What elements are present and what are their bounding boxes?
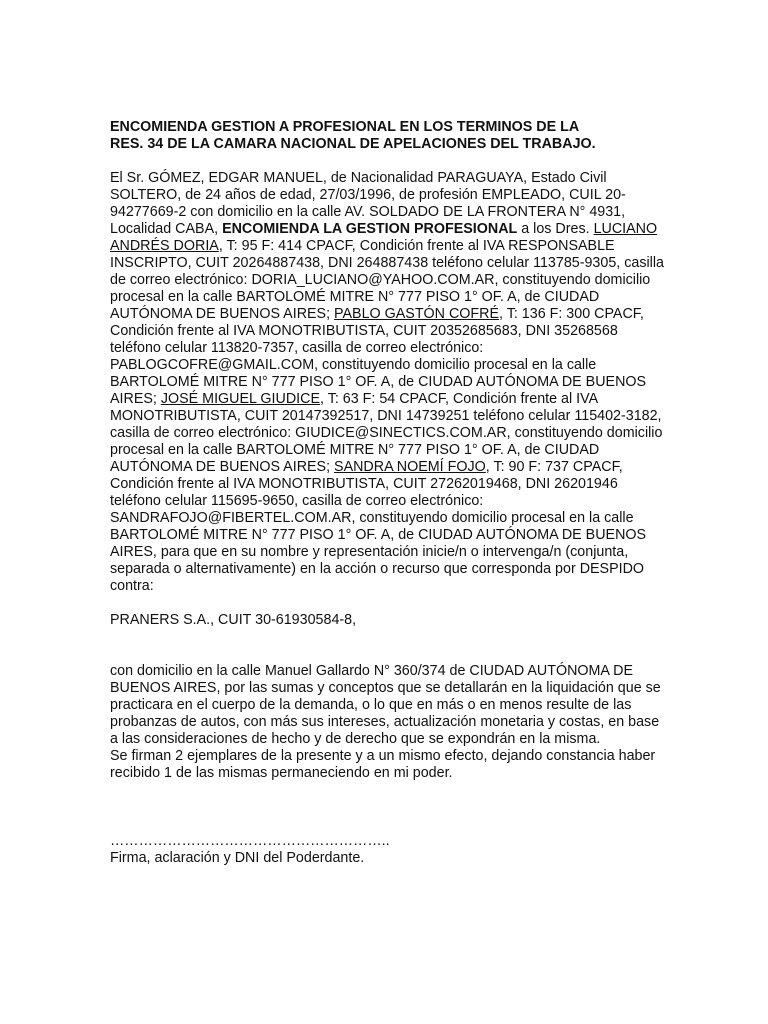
spacer xyxy=(110,595,670,612)
lawyer-4-details: , T: 90 F: 737 CPACF, Condición frente al IVA MONOTRIBUTISTA, CUIT 27262019468, DNI 26201946 teléfono celular 115695-9650, casilla de correo electrónico: SANDRAFOJO@FIBERTEL.COM.AR, constituyendo domicilio procesal en la calle BARTOLOMÉ MITRE N° 777 PISO 1° OF. A, de CIUDAD AUTÓNOMA DE BUENOS AIRES, para que en su nombre y representación inicie/n o intervenga/n (conjunta, separada o alternativamente) en la acción o recurso que corresponda por DESPIDO contra: xyxy=(110,459,647,594)
lawyer-1-details: , T: 95 F: 414 CPACF, Condición frente al IVA RESPONSABLE INSCRIPTO, CUIT 20264887438, DNI 264887438 teléfono celular 113785-9305, casilla de correo electrónico: DORIA_LUCIANO@YAHOO.COM.AR, constituyendo domicilio procesal en la calle BARTOLOMÉ MITRE N° 777 PISO 1° OF. A, de CIUDAD AUTÓNOMA DE BUENOS AIRES; xyxy=(110,238,664,322)
signature-label: Firma, aclaración y DNI del Poderdante. xyxy=(110,850,365,866)
title-line-1: ENCOMIENDA GESTION A PROFESIONAL EN LOS TERMINOS DE LA xyxy=(110,119,580,135)
domicile-paragraph: con domicilio en la calle Manuel Gallardo N° 360/374 de CIUDAD AUTÓNOMA DE BUENOS AIRES, por las sumas y conceptos que se detallarán en la liquidación que se practicara en el cuerpo de la demanda, o lo que en más o en menos resulte de las probanzas de autos, con más sus intereses, actualización monetaria y costas, en base a las consideraciones de hecho y de derecho que se expondrán en la misma. xyxy=(110,663,661,747)
spacer xyxy=(110,782,670,833)
title-line-2: RES. 34 DE LA CAMARA NACIONAL DE APELACIONES DEL TRABAJO. xyxy=(110,136,596,152)
defendant-paragraph: PRANERS S.A., CUIT 30-61930584-8, xyxy=(110,612,357,628)
a-los-dres-text: a los Dres. xyxy=(517,221,594,237)
copies-paragraph: Se firman 2 ejemplares de la presente y a un mismo efecto, dejando constancia haber recibido 1 de las mismas permaneciendo en mi poder. xyxy=(110,748,656,781)
intro-text: El Sr. GÓMEZ, EDGAR MANUEL, de Nacionalidad PARAGUAYA, Estado Civil SOLTERO, de 24 años de edad, 27/03/1996, de profesión EMPLEADO, CUIL 20-94277669-2 con domicilio en la calle AV. SOLDADO DE LA FRONTERA N° 4931, Localidad CABA, xyxy=(110,170,626,237)
encomienda-text: ENCOMIENDA LA GESTION PROFESIONAL xyxy=(222,221,518,237)
lawyer-2-details: , T: 136 F: 300 CPACF, Condición frente al IVA MONOTRIBUTISTA, CUIT 20352685683, DNI 35268568 teléfono celular 113820-7357, casilla de correo electrónico: PABLOGCOFRE@GMAIL.COM, constituyendo domicilio procesal en la calle BARTOLOMÉ MITRE N° 777 PISO 1° OF. A, de CIUDAD AUTÓNOMA DE BUENOS AIRES; xyxy=(110,306,647,407)
lawyer-2-name: PABLO GASTÓN COFRÉ xyxy=(334,306,500,322)
lawyer-3-details: , T: 63 F: 54 CPACF, Condición frente al IVA MONOTRIBUTISTA, CUIT 20147392517, DNI 14739251 teléfono celular 115402-3182, casilla de correo electrónico: GIUDICE@SINECTICS.COM.AR, constituyendo domicilio procesal en la calle BARTOLOMÉ MITRE N° 777 PISO 1° OF. A, de CIUDAD AUTÓNOMA DE BUENOS AIRES; xyxy=(110,391,663,475)
lawyer-4-name: SANDRA NOEMÍ FOJO xyxy=(334,459,486,475)
lawyer-3-name: JOSÉ MIGUEL GIUDICE xyxy=(160,391,321,407)
lawyer-1-name: LUCIANO ANDRÉS DORIA xyxy=(110,221,658,254)
spacer xyxy=(110,629,670,663)
signature-line: ………………………………………………….. xyxy=(110,833,390,849)
document-title xyxy=(110,119,670,153)
document-content xyxy=(110,119,670,867)
main-paragraph xyxy=(110,170,670,595)
